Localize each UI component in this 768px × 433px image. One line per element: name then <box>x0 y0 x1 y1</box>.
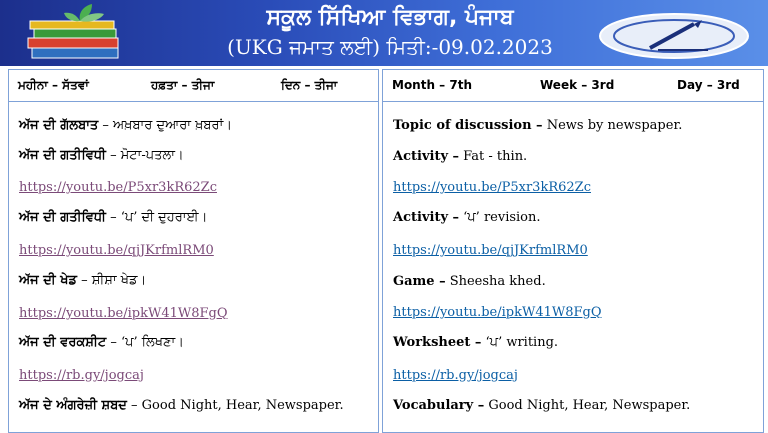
row-text: Sheesha khed. <box>445 274 546 289</box>
english-column <box>382 69 764 433</box>
activity-row <box>19 148 184 163</box>
row-text: ‘ਪ’ revision. <box>459 210 541 225</box>
row-label: Activity – <box>393 210 460 225</box>
activity-video-link[interactable]: https://youtu.be/P5xr3kR62Zc <box>393 180 591 195</box>
revision-video-link[interactable]: https://youtu.be/qjJKrfmlRM0 <box>393 243 588 258</box>
punjabi-header-row <box>9 70 378 102</box>
revision-video-link[interactable]: https://youtu.be/qjJKrfmlRM0 <box>19 243 214 258</box>
activity-row <box>393 149 527 164</box>
row-label: ਅੱਜ ਦੀ ਗਤੀਵਿਧੀ <box>19 210 106 225</box>
row-label: Game – <box>393 274 446 289</box>
row-text: – ‘ਪ’ ਦੀ ਦੁਹਰਾਈ। <box>105 210 208 225</box>
game-row <box>19 273 146 288</box>
header-banner <box>0 0 768 66</box>
row-text: ‘ਪ’ writing. <box>481 335 559 350</box>
month-label: ਮਹੀਨਾ – ਸੱਤਵਾਂ <box>18 78 89 92</box>
day-label: Day – 3rd <box>677 78 740 92</box>
row-label: Activity – <box>393 149 460 164</box>
revision-row <box>19 210 207 225</box>
game-row <box>393 274 546 289</box>
row-label: Topic of discussion – <box>393 118 543 133</box>
row-text: – ਅਖ਼ਬਾਰ ਦੁਆਰਾ ਖ਼ਬਰਾਂ। <box>98 118 233 133</box>
worksheet-row <box>393 335 558 350</box>
activity-video-link[interactable]: https://youtu.be/P5xr3kR62Zc <box>19 180 217 195</box>
row-text: – ‘ਪ’ ਲਿਖਣਾ। <box>106 335 184 350</box>
game-video-link[interactable]: https://youtu.be/ipkW41W8FgQ <box>393 305 602 320</box>
topic-row <box>393 118 682 133</box>
row-text: News by newspaper. <box>542 118 683 133</box>
week-label: Week – 3rd <box>540 78 615 92</box>
row-text: – ਮੋਟਾ-ਪਤਲਾ। <box>105 148 184 163</box>
row-label: ਅੱਜ ਦੀ ਗੱਲਬਾਤ <box>19 118 99 133</box>
row-label: ਅੱਜ ਦੀ ਖੇਡ <box>19 273 77 288</box>
worksheet-link[interactable]: https://rb.gy/jogcaj <box>19 368 144 383</box>
books-plant-icon <box>18 4 138 64</box>
row-text: Fat - thin. <box>459 149 528 164</box>
english-header-row <box>383 70 763 102</box>
worksheet-row <box>19 335 184 350</box>
week-label: ਹਫ਼ਤਾ – ਤੀਜਾ <box>151 78 215 92</box>
month-label: Month – 7th <box>392 78 472 92</box>
vocabulary-row <box>393 398 690 413</box>
row-label: Worksheet – <box>393 335 482 350</box>
class-date-subtitle: (UKG ਜਮਾਤ ਲਈ) ਮਿਤੀ:-09.02.2023 <box>227 35 553 59</box>
row-label: Vocabulary – <box>393 398 485 413</box>
row-text: Good Night, Hear, Newspaper. <box>484 398 691 413</box>
day-label: ਦਿਨ – ਤੀਜਾ <box>281 78 338 92</box>
vocabulary-row <box>19 398 344 413</box>
pen-emblem-icon <box>598 12 750 60</box>
row-label: ਅੱਜ ਦੀ ਵਰਕਸ਼ੀਟ <box>19 335 107 350</box>
department-title: ਸਕੂਲ ਸਿੱਖਿਆ ਵਿਭਾਗ, ਪੰਜਾਬ <box>266 5 514 30</box>
row-text: – Good Night, Hear, Newspaper. <box>126 398 344 413</box>
worksheet-link[interactable]: https://rb.gy/jogcaj <box>393 368 518 383</box>
row-label: ਅੱਜ ਦੇ ਅੰਗਰੇਜ਼ੀ ਸ਼ਬਦ <box>19 398 127 413</box>
game-video-link[interactable]: https://youtu.be/ipkW41W8FgQ <box>19 306 228 321</box>
revision-row <box>393 210 541 225</box>
row-label: ਅੱਜ ਦੀ ਗਤੀਵਿਧੀ <box>19 148 106 163</box>
conversation-row <box>19 118 232 133</box>
punjabi-column <box>8 69 379 433</box>
row-text: – ਸ਼ੀਸ਼ਾ ਖੇਡ। <box>76 273 147 288</box>
